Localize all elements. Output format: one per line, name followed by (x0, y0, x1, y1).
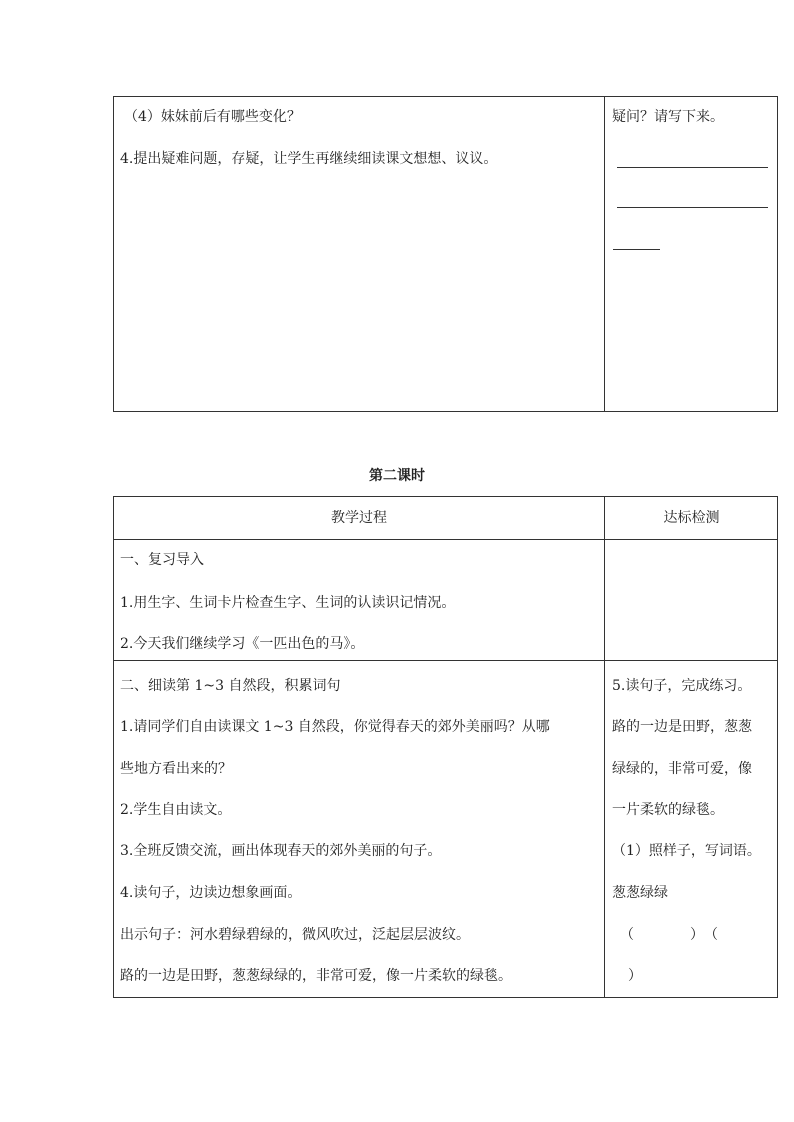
section-title: 第二课时 (369, 468, 425, 484)
exercise-line: 绿绿的，非常可爱，像 (612, 761, 752, 777)
change-question-text: （4）妹妹前后有哪些变化？ (124, 109, 301, 125)
column-divider (604, 97, 605, 411)
answer-line (617, 207, 768, 208)
header-divider (114, 539, 777, 540)
answer-line (617, 167, 768, 168)
exercise-example-word: 葱葱绿绿 (612, 885, 668, 901)
doubt-instruction-text: 4.提出疑难问题，存疑，让学生再继续细读课文想想、议议。 (120, 151, 498, 167)
row1-line: 1.用生字、生词卡片检查生字、生词的认读识记情况。 (120, 595, 456, 611)
row2-line: 2.学生自由读文。 (120, 802, 232, 818)
exercise-line: 路的一边是田野，葱葱 (612, 719, 752, 735)
row2-line: 路的一边是田野，葱葱绿绿的，非常可爱，像一片柔软的绿毯。 (120, 968, 512, 984)
exercise-heading: 5.读句子，完成练习。 (612, 678, 752, 694)
row2-line: 些地方看出来的？ (120, 761, 232, 777)
answer-line (613, 249, 660, 250)
row2-line: 3.全班反馈交流，画出体现春天的郊外美丽的句子。 (120, 843, 442, 859)
question-table (113, 96, 778, 412)
row1-heading: 一、复习导入 (120, 552, 204, 568)
exercise-line: 一片柔软的绿毯。 (612, 802, 724, 818)
row2-line: 1.请同学们自由读课文 1~3 自然段，你觉得春天的郊外美丽吗？从哪 (120, 719, 550, 735)
row2-heading: 二、细读第 1~3 自然段，积累词句 (120, 678, 341, 694)
row2-line: 出示句子：河水碧绿碧绿的，微风吹过，泛起层层波纹。 (120, 927, 470, 943)
row1-line: 2.今天我们继续学习《一匹出色的马》。 (120, 636, 365, 652)
row-divider (114, 660, 777, 661)
column-divider (604, 497, 605, 997)
exercise-blank: ） (628, 968, 642, 984)
exercise-line: （1）照样子，写词语。 (612, 843, 761, 859)
exercise-blank: （ ） （ (620, 927, 718, 943)
header-teaching-process: 教学过程 (331, 510, 387, 526)
row2-line: 4.读句子，边读边想象画面。 (120, 885, 302, 901)
header-assessment: 达标检测 (663, 510, 720, 526)
lesson-table (113, 496, 778, 998)
write-doubt-prompt: 疑问？请写下来。 (612, 109, 724, 125)
